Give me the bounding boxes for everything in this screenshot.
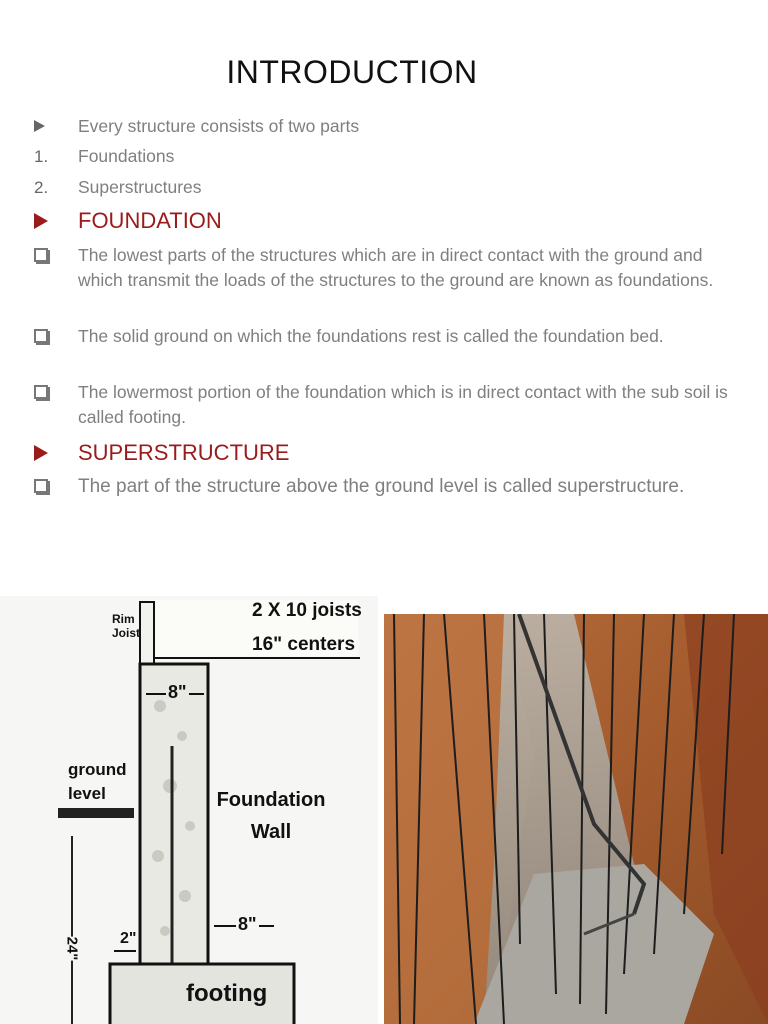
list-item-text: The solid ground on which the foundations rest is called the foundation bed.	[78, 326, 664, 346]
list-item	[34, 324, 734, 350]
list-item-text: The part of the structure above the ground level is called superstructure.	[78, 476, 685, 497]
width-top-label: 8"	[168, 682, 187, 702]
arrow-bullet-icon	[34, 207, 78, 237]
superstructure-heading	[34, 439, 734, 469]
list-number: 2.	[34, 178, 49, 197]
excavation-photo	[384, 614, 768, 1024]
list-item	[34, 144, 734, 169]
list-item	[34, 474, 734, 500]
arrow-bullet-icon	[34, 114, 78, 139]
list-item-text: The lowermost portion of the foundation which is in direct contact with the sub soil is called footing.	[78, 382, 728, 427]
checkbox-bullet-icon	[34, 243, 78, 293]
foundation-heading-text: FOUNDATION	[78, 208, 222, 233]
superstructure-heading-text: SUPERSTRUCTURE	[78, 440, 290, 465]
depth-label: 24"	[63, 936, 81, 961]
list-number: 1.	[34, 147, 49, 166]
footing-label: footing	[186, 980, 268, 1007]
list-item	[34, 380, 734, 430]
rim-joist-label: Rim Joist	[112, 612, 141, 640]
list-item-text: Superstructures	[78, 177, 202, 197]
list-item	[34, 243, 734, 293]
arrow-bullet-icon	[34, 439, 78, 469]
page-title: INTRODUCTION	[226, 54, 478, 90]
list-item-text: Foundations	[78, 146, 175, 166]
intro-lead-text: Every structure consists of two parts	[78, 116, 360, 136]
foundation-diagram	[0, 596, 378, 1024]
ground-level-label: ground level	[68, 760, 127, 803]
foundation-heading	[34, 207, 734, 237]
checkbox-bullet-icon	[34, 380, 78, 430]
joists-label: 2 X 10 joists	[252, 600, 362, 621]
foundation-wall-label: Foundation Wall	[216, 789, 326, 843]
two-inch-label: 2"	[120, 930, 137, 947]
list-item-text: The lowest parts of the structures which are in direct contact with the ground and which transmit the loads of the structures to the ground are known as foundations.	[78, 245, 714, 290]
intro-lead	[34, 114, 734, 139]
centers-label: 16" centers	[252, 634, 356, 655]
checkbox-bullet-icon	[34, 474, 78, 500]
checkbox-bullet-icon	[34, 324, 78, 350]
list-item	[34, 175, 734, 200]
width-bottom-label: 8"	[238, 914, 257, 934]
